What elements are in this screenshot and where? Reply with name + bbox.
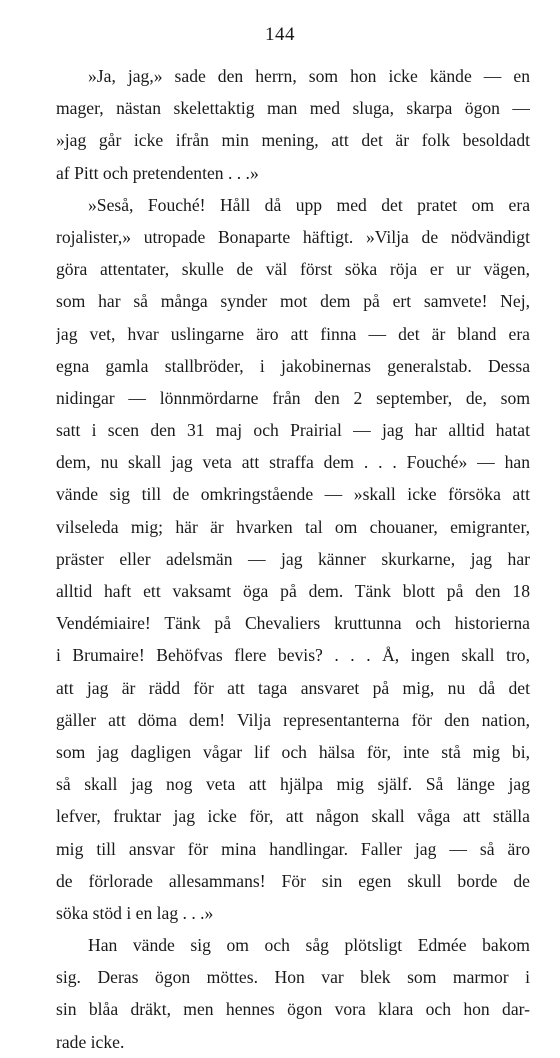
text-line: gäller att döma dem! Vilja representanterna för den nation, [56,709,530,730]
text-line: Han vände sig om och såg plötsligt Edmée bakom [88,935,530,956]
text-line: egna gamla stallbröder, i jakobinernas generalstab. Dessa [56,355,530,376]
text-line: satt i scen den 31 maj och Prairial — jag har alltid hatat [56,420,530,441]
text-line: lefver, fruktar jag icke för, att någon skall våga att ställa [56,806,530,827]
text-line: rojalister,» utropade Bonaparte häftigt. »Vilja de nödvändigt [56,226,530,247]
page-number: 144 [265,24,295,45]
text-line: i Brumaire! Behöfvas flere bevis? . . . Å, ingen skall tro, [56,645,530,666]
text-line: dem, nu skall jag veta att straffa dem . . . Fouché» — han [56,452,530,473]
text-line: som jag dagligen vågar lif och hälsa för, inte stå mig bi, [56,741,530,762]
text-line: rade icke. [56,1031,125,1052]
text-line: att jag är rädd för att taga ansvaret på mig, nu då det [56,677,530,698]
body-text [56,60,530,1058]
text-line: sin blåa dräkt, men hennes ögon vora klara och hon dar- [56,999,530,1020]
text-line: nidingar — lönnmördarne från den 2 september, de, som [56,387,530,408]
text-line: så skall jag nog veta att hjälpa mig själf. Så länge jag [56,774,530,795]
text-line: »Ja, jag,» sade den herrn, som hon icke kände — en [88,66,530,86]
text-line: sig. Deras ögon möttes. Hon var blek som marmor i [56,967,530,988]
text-line: mager, nästan skelettaktig man med sluga, skarpa ögon — [56,98,530,119]
text-line: präster eller adelsmän — jag känner skurkarne, jag har [56,548,530,569]
text-line: »jag går icke ifrån min mening, att det är folk besoldadt [56,130,530,151]
text-line: de förlorade allesammans! För sin egen skull borde de [56,870,530,891]
text-line: som har så många synder mot dem på ert samvete! Nej, [56,291,530,312]
text-line: af Pitt och pretendenten . . .» [56,162,259,183]
text-line: alltid haft ett vaksamt öga på dem. Tänk blott på den 18 [56,581,530,601]
text-line: göra attentater, skulle de väl först söka röja er ur vägen, [56,259,530,280]
text-line: Vendémiaire! Tänk på Chevaliers kruttunna och historierna [56,613,530,634]
text-line: vände sig till de omkringstående — »skall icke försöka att [56,484,530,505]
text-line: mig till ansvar för mina handlingar. Faller jag — så äro [56,838,530,859]
text-line: jag vet, hvar uslingarne äro att finna — det är bland era [56,323,530,344]
text-line: vilseleda mig; här är hvarken tal om chouaner, emigranter, [56,516,530,537]
text-line: söka stöd i en lag . . .» [56,902,214,923]
text-line: »Seså, Fouché! Håll då upp med det pratet om era [88,194,530,215]
